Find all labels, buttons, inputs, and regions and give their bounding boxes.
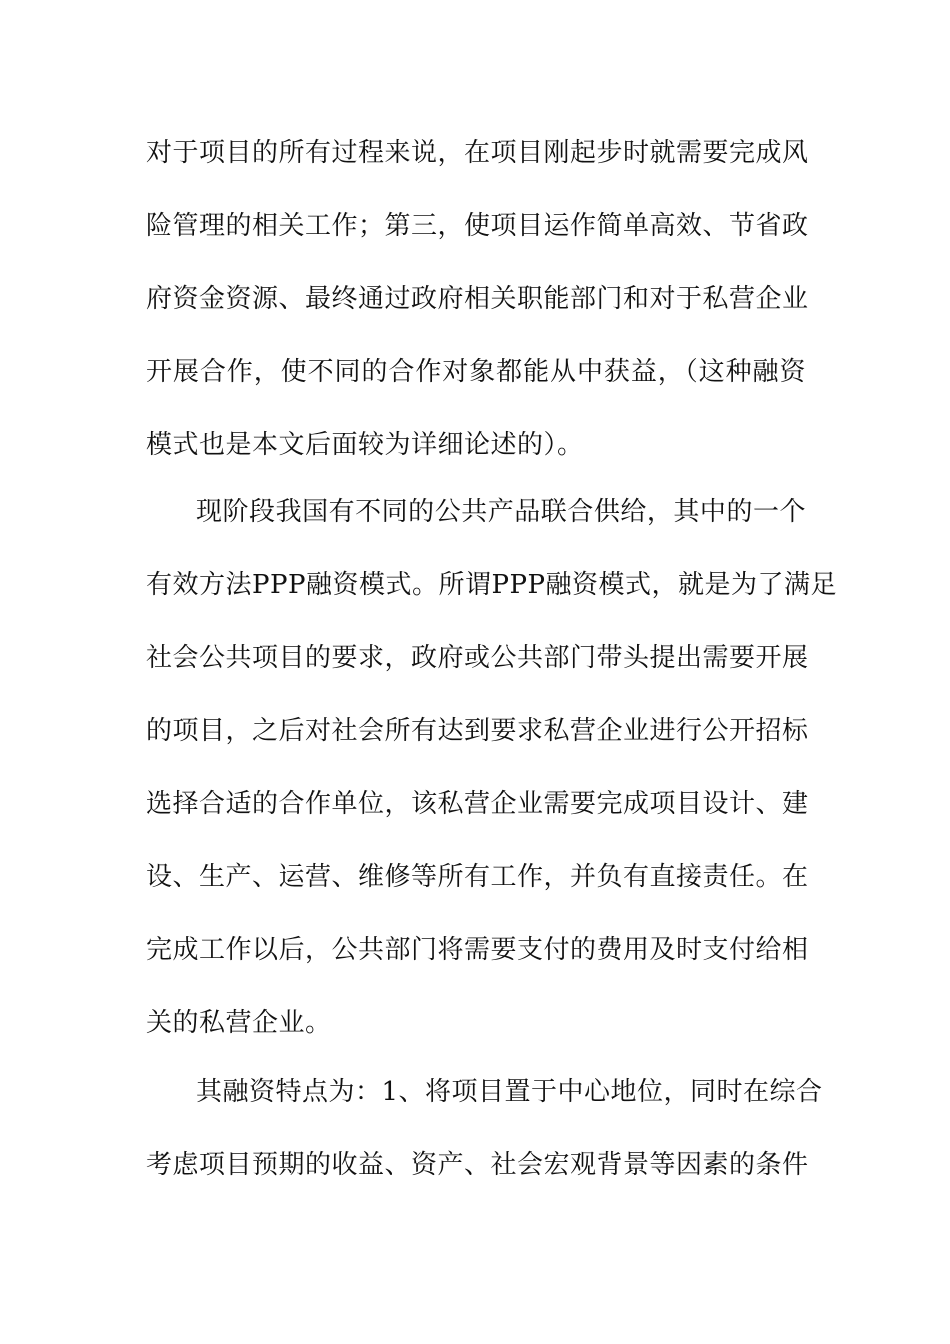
text-line: 有效方法PPP融资模式。所谓PPP融资模式，就是为了满足 xyxy=(146,570,837,600)
text-line: 开展合作，使不同的合作对象都能从中获益，（这种融资 xyxy=(146,357,806,387)
text-line: 完成工作以后，公共部门将需要支付的费用及时支付给相 xyxy=(146,935,809,965)
text-line: 险管理的相关工作；第三，使项目运作简单高效、节省政 xyxy=(146,211,809,241)
text-line: 社会公共项目的要求，政府或公共部门带头提出需要开展 xyxy=(146,643,809,673)
text-line: 关的私营企业。 xyxy=(146,1008,332,1038)
paragraph-first-line: 其融资特点为：1、将项目置于中心地位，同时在综合 xyxy=(196,1077,823,1107)
text-line: 考虑项目预期的收益、资产、社会宏观背景等因素的条件 xyxy=(146,1150,809,1180)
text-line: 的项目，之后对社会所有达到要求私营企业进行公开招标 xyxy=(146,716,809,746)
text-line: 府资金资源、最终通过政府相关职能部门和对于私营企业 xyxy=(146,284,809,314)
text-line: 对于项目的所有过程来说，在项目刚起步时就需要完成风 xyxy=(146,138,809,168)
text-line: 模式也是本文后面较为详细论述的）。 xyxy=(146,430,584,460)
paragraph-first-line: 现阶段我国有不同的公共产品联合供给，其中的一个 xyxy=(196,497,806,527)
text-line: 选择合适的合作单位，该私营企业需要完成项目设计、建 xyxy=(146,789,809,819)
text-line: 设、生产、运营、维修等所有工作，并负有直接责任。在 xyxy=(146,862,809,892)
